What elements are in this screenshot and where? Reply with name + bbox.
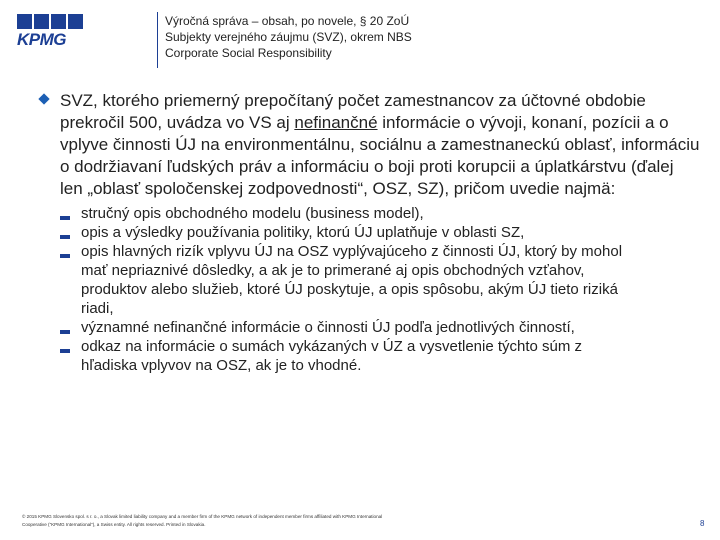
footer-line-2: Cooperative (“KPMG International”), a Swiss entity. All rights reserved. Printed in Slovakia. bbox=[22, 522, 206, 527]
slide-header bbox=[165, 13, 585, 61]
main-text-after: informácie o vývoji, konaní, pozícii a o vplyve činnosti ÚJ na environmentálnu, sociálnu a zamestnaneckú oblasť, informáciu o dodržiavaní ľudských práv a informáciu o boji proti korupcii a úplatkárstvu (ďalej len „oblasť spoločenskej zodpovednosti“, OSZ, SZ), pričom uvedie najmä: bbox=[60, 113, 700, 198]
footer-copyright bbox=[22, 513, 522, 529]
page-number: 8 bbox=[700, 519, 705, 528]
main-content bbox=[40, 90, 700, 375]
sub-list bbox=[60, 204, 700, 375]
header-divider bbox=[157, 12, 158, 68]
header-line-1: Výročná správa – obsah, po novele, § 20 ZoÚ bbox=[165, 14, 410, 28]
list-item-text: odkaz na informácie o sumách vykázaných v ÚZ a vysvetlenie týchto súm z hľadiska vplyvov na OSZ, ak je to vhodné. bbox=[81, 338, 583, 374]
logo-wordmark: KPMG bbox=[17, 30, 66, 49]
diamond-bullet-icon bbox=[38, 93, 49, 104]
dash-bullet-icon bbox=[60, 254, 70, 258]
list-item bbox=[60, 337, 700, 375]
dash-bullet-icon bbox=[60, 216, 70, 220]
footer-line-1: © 2015 KPMG Slovensko spol. s r. o., a Slovak limited liability company and a member firm of the KPMG network of independent member firms affiliated with KPMG International bbox=[22, 514, 383, 519]
list-item bbox=[60, 223, 700, 242]
dash-bullet-icon bbox=[60, 330, 70, 334]
list-item-text: stručný opis obchodného modelu (business model), bbox=[81, 205, 424, 222]
main-bullet bbox=[40, 90, 700, 200]
list-item bbox=[60, 318, 700, 337]
dash-bullet-icon bbox=[60, 349, 70, 353]
header-line-3: Corporate Social Responsibility bbox=[165, 46, 332, 60]
list-item bbox=[60, 242, 700, 318]
main-text-before: SVZ, ktorého priemerný prepočítaný počet zamestnancov za účtovné obdobie prekročil 500, uvádza vo VS aj bbox=[60, 91, 646, 132]
list-item-text: opis hlavných rizík vplyvu ÚJ na OSZ vyplývajúceho z činnosti ÚJ, ktorý by mohol mať nepriaznivé dôsledky, a ak je to primerané aj opis obchodných vzťahov, produktov alebo služieb, ktoré ÚJ poskytuje, a opis spôsobu, akým ÚJ tieto riziká riadi, bbox=[81, 243, 623, 317]
list-item-text: opis a výsledky používania politiky, ktorú ÚJ uplatňuje v oblasti SZ, bbox=[81, 224, 525, 241]
main-text-underlined: nefinančné bbox=[294, 113, 378, 132]
list-item bbox=[60, 204, 700, 223]
dash-bullet-icon bbox=[60, 235, 70, 239]
kpmg-logo bbox=[17, 14, 83, 58]
logo-blocks bbox=[17, 14, 83, 29]
main-paragraph bbox=[60, 90, 700, 200]
list-item-text: významné nefinančné informácie o činnosti ÚJ podľa jednotlivých činností, bbox=[81, 319, 575, 336]
header-line-2: Subjekty verejného záujmu (SVZ), okrem NBS bbox=[165, 30, 412, 44]
